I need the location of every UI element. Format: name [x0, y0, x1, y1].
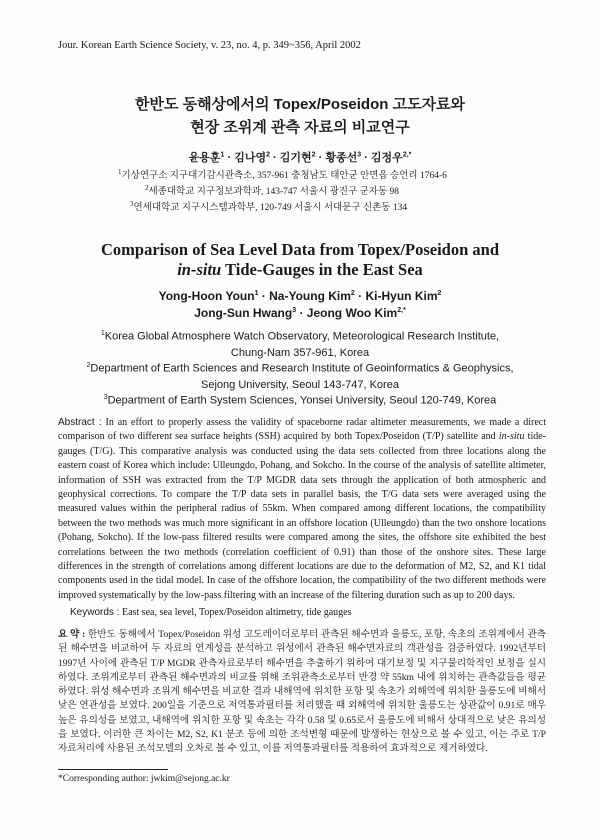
abstract-label: Abstract : — [58, 417, 102, 428]
korean-author: 김기현 — [279, 152, 312, 164]
korean-authors: 윤용훈$^1$ · 김나영$^2$ · 김기현$^2$ · 황종선$^3$ · 김정우$^{2,*}$ — [188, 151, 412, 164]
korean-title-line1: 한반도 동해상에서의 Topex/Poseidon 고도자료와 — [134, 96, 466, 113]
korean-author: 김정우 — [370, 152, 403, 164]
korean-abstract: 요 약 : 한반도 동해에서 Topex/Poseidon 위성 고도레이더로부터 관측된 해수면과 울릉도, 포항, 속초의 조위계에서 관측된 해수면을 비교하여 두 자료의 연계성을 분석하고 위성에서 관측된 해수면자료의 객관성을 검증하였다. 1992년부터 1997년 사이에 관측된 T/P MGDR 관측자료로부터 해수면을 추출하기 위하여 대기보정 및 지구물리학적인 보정을 실시하였다. 조위계로부터 관측된 해수면과의 비교를 위해 조위관측소로부터 반경 약 55km 내에 위치하는 관측값들을 평균하였다. 위성 해수면과 조위계 해수면을 비교한 결과 내해역에 위치한 포항 및 속초가 외해역에 위치한 울릉도에 비해서 낮은 연관성을 보였다. 200일을 기준으로 저역통과필터를 처리했을 때 외해역에 위치한 울릉도는 상관값이 0.91로 매우 높은 유의성을 보였고, 내해역에 위치한 포항 및 속초는 각각 0.58 및 0.65로서 울릉도에 비해서 상대적으로 낮은 유의성을 보였다. 이러한 큰 차이는 M2, S2, K1 분조 등에 의한 조석변형 때문에 발생하는 현상으로 볼 수 있고, 이는 주로 T/P 자료처리에 사용된 조석모델의 오차로 볼 수 있고, 이를 저역통과필터를 적용하여 효과적으로 제거하였다. — [58, 629, 546, 755]
english-title-line2: in-situ Tide-Gauges in the East Sea — [177, 260, 423, 279]
english-authors-line2: Jong-Sun Hwang$^3$ · Jeong Woo Kim$^{2,*}$ — [194, 306, 406, 320]
korean-author: 김나영 — [234, 152, 267, 164]
corresponding-author-footnote: *Corresponding author: jwkim@sejong.ac.kr — [58, 774, 230, 784]
keywords: Keywords : East sea, sea level, Topex/Poseidon altimetry, tide gauges — [70, 607, 352, 618]
english-affiliation-3: $^3$Department of Earth System Sciences, Yonsei University, Seoul 120-749, Korea — [103, 394, 497, 407]
english-affiliation-1: $^1$Korea Global Atmosphere Watch Observatory, Meteorological Research Institute, Chung-Nam 357-961, Korea — [100, 330, 500, 359]
english-title-line1: Comparison of Sea Level Data from Topex/Poseidon and — [100, 240, 499, 259]
korean-author: 황종선 — [325, 152, 358, 164]
korean-affiliation-2: $^2$세종대학교 지구정보과학과, 143-747 서울시 광진구 군자동 98 — [145, 183, 400, 197]
english-affiliation-2: $^2$Department of Earth Sciences and Research Institute of Geoinformatics & Geophysics, Sejong University, Seoul 143-747, Korea — [86, 362, 514, 391]
korean-title-line2: 현장 조위계 관측 자료의 비교연구 — [190, 119, 410, 136]
english-authors-line1: Yong-Hoon Youn$^1$ · Na-Young Kim$^2$ · Ki-Hyun Kim$^2$ — [158, 289, 442, 303]
korean-affiliation-3: $^3$연세대학교 지구시스템과학부, 120-749 서울시 서대문구 신촌동 134 — [130, 199, 408, 213]
korean-abstract-label: 요 약 : — [58, 629, 86, 640]
footnote-rule — [58, 769, 168, 770]
english-abstract: Abstract : In an effort to properly assess the validity of spaceborne radar altimeter measurements, we made a direct comparison of two different sea surface heights (SSH) acquired by both Topex/Poseidon (T/P) satellite and in-situ tide-gauges (T/G). This comparative analysis was conducted using the data sets collected from three locations along the eastern coast of Korea which include: Ulleungdo, Pohang, and Sokcho. In the course of the analysis of satellite altimeter, information of SSH was extracted from the T/P MGDR data sets through the application of both atmospheric and geophysical corrections. To compare the T/P data sets in parallel basis, the T/G data sets were averaged using the measured values within the peripheral radius of 55km. When compared among different locations, the compatibility between the two methods was much more significant in an offshore location (Ulleungdo) than the two onshore locations (Pohang, Sokcho). If the low-pass filtered results were compared among the sites, the offshore site exhibited the best correlations between the two methods (correlation coefficient of 0.91) than those of the onshore sites. These large differences in the strength of correlations among different locations are due to the deformation of M2, S2, and K1 tidal components used in the tidal model. In case of the offshore location, the compatibility of the two different methods were improved systematically by the low-pass filtering with an increase of the filtering duration such as up to 200 days. — [58, 417, 546, 601]
keywords-label: Keywords : — [70, 607, 120, 618]
korean-affiliation-1: $^1$기상연구소 지구대기감시관측소, 357-961 충청남도 태안군 안면읍 승언리 1764-6 — [118, 167, 447, 181]
korean-author: 윤용훈 — [188, 152, 221, 164]
journal-citation: Jour. Korean Earth Science Society, v. 23, no. 4, p. 349~356, April 2002 — [58, 40, 361, 51]
